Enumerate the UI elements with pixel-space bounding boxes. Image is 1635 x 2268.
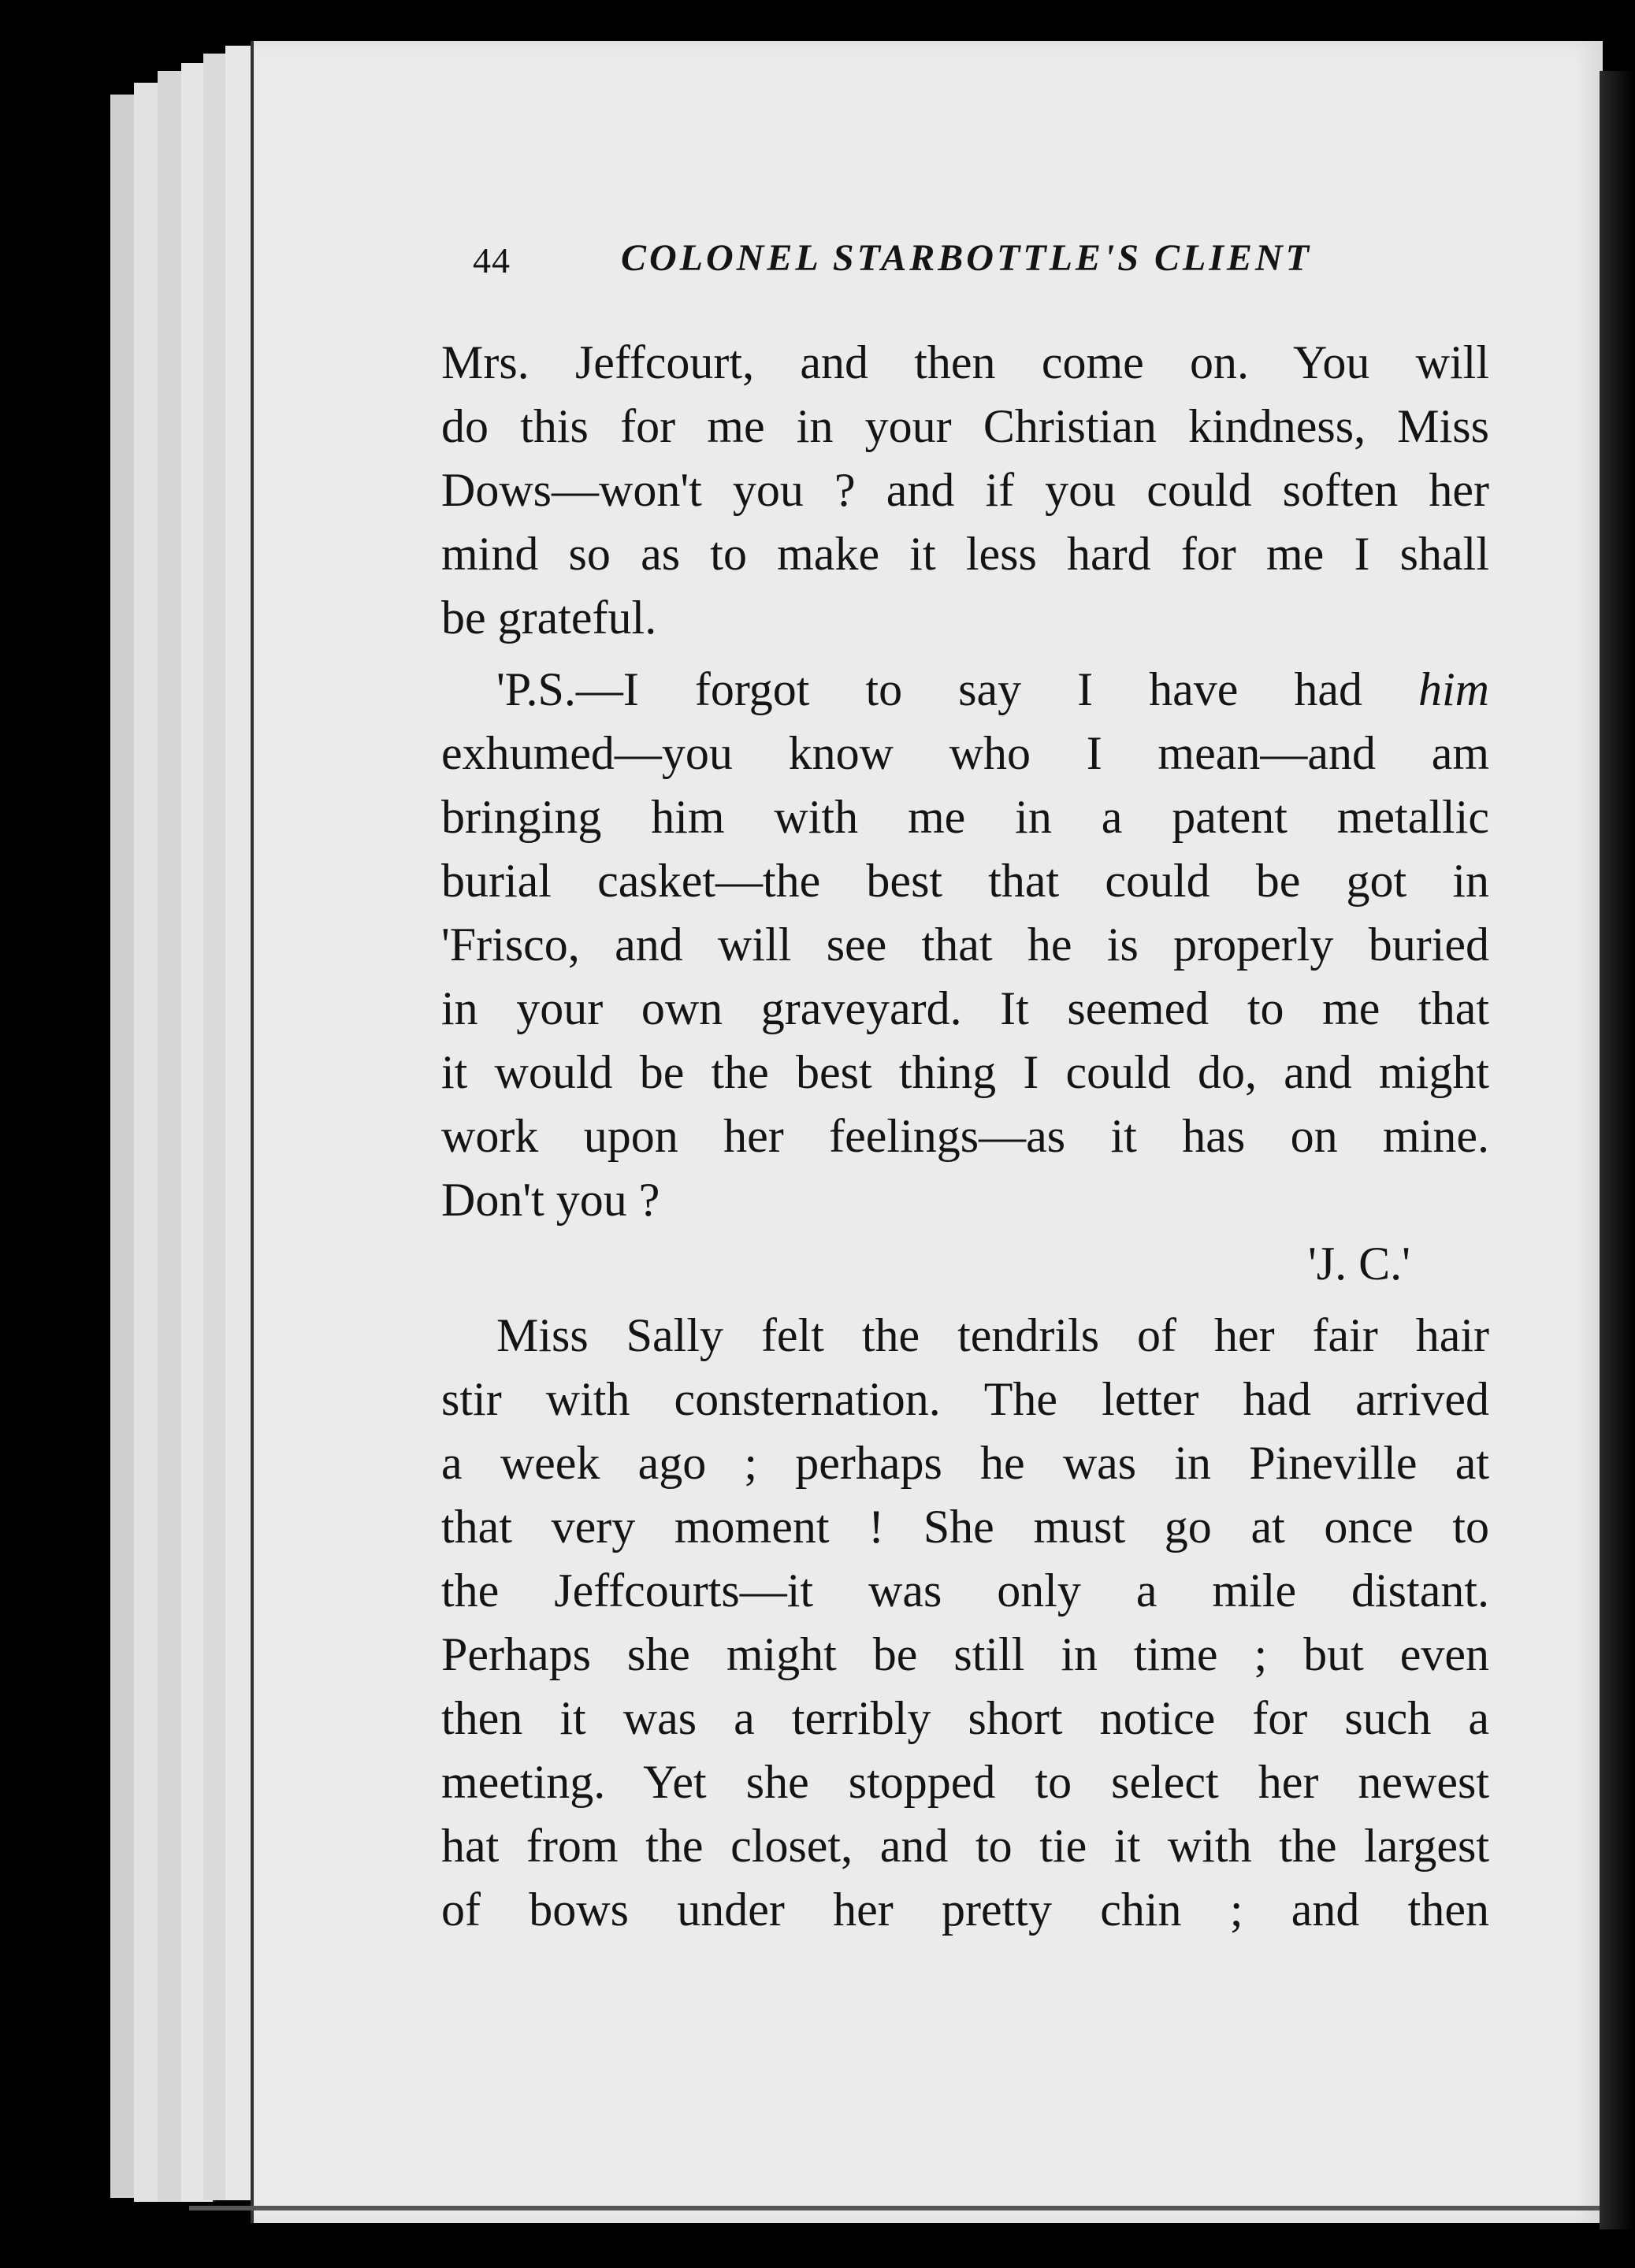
text-line: bringing him with me in a patent metallic — [441, 791, 1489, 843]
text-line: stir with consternation. The letter had arrived — [441, 1373, 1489, 1425]
text-line: Perhaps she might be still in time ; but even — [441, 1628, 1489, 1680]
body-text — [441, 331, 1489, 1942]
text-line: Mrs. Jeffcourt, and then come on. You will — [441, 336, 1489, 388]
text-line: mind so as to make it less hard for me I shall — [441, 528, 1489, 580]
text-line: Don't you ? — [441, 1174, 660, 1226]
text-line: be grateful. — [441, 592, 657, 644]
text-line — [441, 658, 1489, 722]
text-line: do this for me in your Christian kindness, Miss — [441, 400, 1489, 452]
text-line: burial casket—the best that could be got in — [441, 855, 1489, 907]
page-bottom-edge — [189, 2206, 1607, 2210]
text-line: a week ago ; perhaps he was in Pineville at — [441, 1437, 1489, 1489]
ps-lead: 'P.S.—I forgot to say I have had him — [496, 663, 1489, 715]
text-line: work upon her feelings—as it has on mine. — [441, 1110, 1489, 1162]
signature: 'J. C.' — [1308, 1238, 1410, 1290]
text-line: then it was a terribly short notice for such a — [441, 1692, 1489, 1744]
text-line: exhumed—you know who I mean—and am — [441, 727, 1489, 779]
text-line: Miss Sally felt the tendrils of her fair hair — [496, 1309, 1489, 1361]
text-line: of bows under her pretty chin ; and then — [441, 1884, 1489, 1936]
running-head — [473, 236, 1355, 299]
emphasis-word: him — [1418, 663, 1489, 715]
running-title: COLONEL STARBOTTLE'S CLIENT — [621, 237, 1312, 279]
text-line: in your own graveyard. It seemed to me that — [441, 982, 1489, 1034]
text-line: the Jeffcourts—it was only a mile distant. — [441, 1565, 1489, 1617]
text-line: that very moment ! She must go at once to — [441, 1501, 1489, 1553]
text-line: hat from the closet, and to tie it with the largest — [441, 1820, 1489, 1872]
page-number: 44 — [473, 240, 511, 280]
gutter-shadow — [1600, 71, 1635, 2229]
text-line: Dows—won't you ? and if you could soften her — [441, 464, 1489, 516]
text-line: 'Frisco, and will see that he is properly buried — [441, 919, 1489, 971]
text-line: meeting. Yet she stopped to select her newest — [441, 1756, 1489, 1808]
text-line: it would be the best thing I could do, and might — [441, 1046, 1489, 1098]
